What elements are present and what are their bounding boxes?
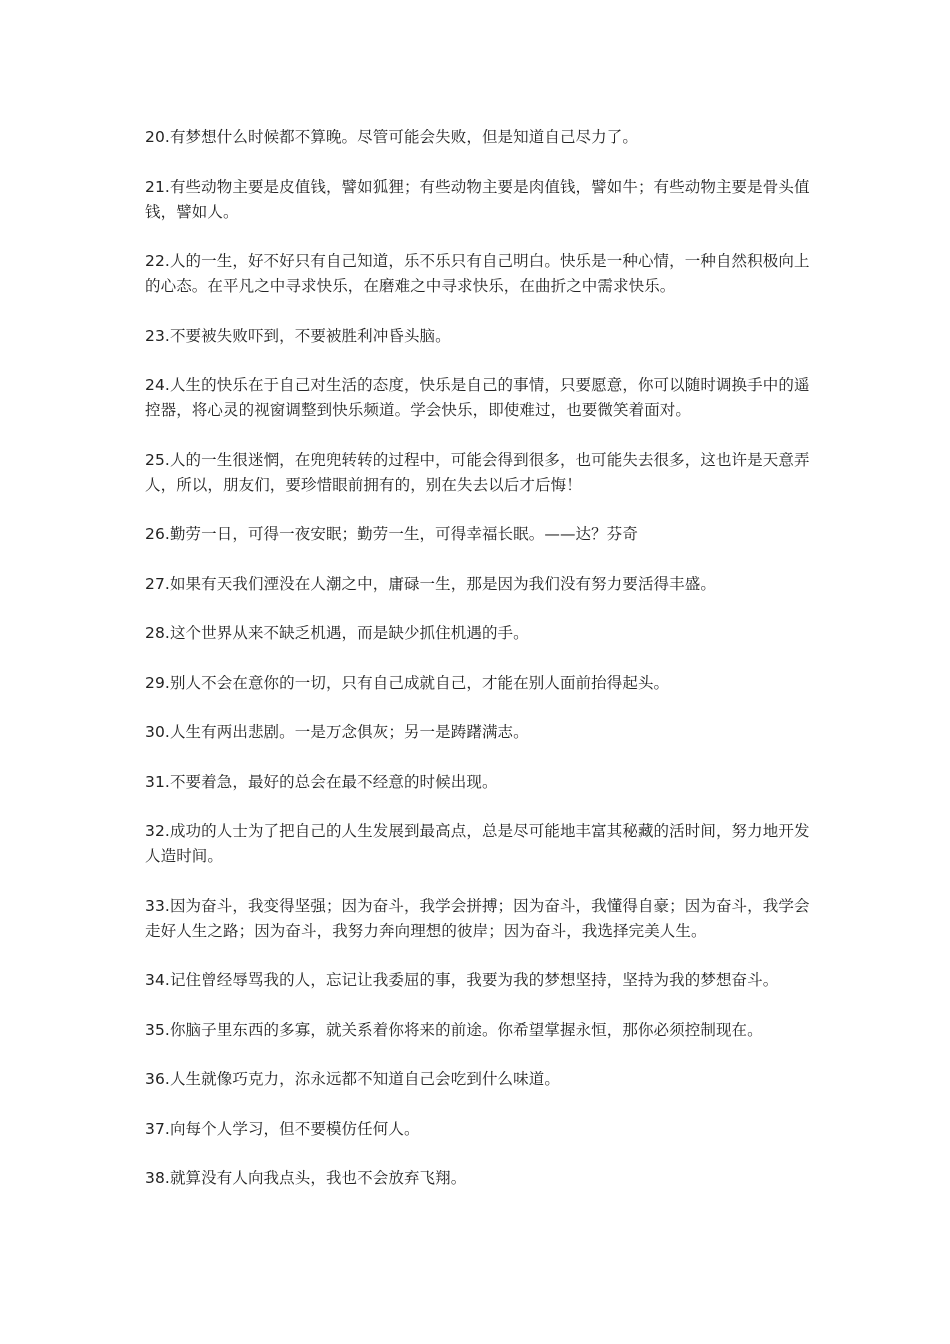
paragraph-29: 29.别人不会在意你的一切，只有自己成就自己，才能在别人面前抬得起头。 xyxy=(145,673,670,692)
paragraph-30: 30.人生有两出悲剧。一是万念俱灰；另一是踌躇满志。 xyxy=(145,723,529,741)
paragraph-31: 31.不要着急，最好的总会在最不经意的时候出现。 xyxy=(145,772,498,791)
paragraph-26: 26.勤劳一日，可得一夜安眠；勤劳一生，可得幸福长眠。——达？芬奇 xyxy=(145,525,638,543)
document-body xyxy=(145,125,825,1216)
paragraph-36: 36.人生就像巧克力，沵永远都不知道自己会吃到什么味道。 xyxy=(145,1070,560,1088)
paragraph-33: 33.因为奋斗，我变得坚强；因为奋斗，我学会拼搏；因为奋斗，我懂得自豪；因为奋斗，我学会走好人生之路；因为奋斗，我努力奔向理想的彼岸；因为奋斗，我选择完美人生。 xyxy=(145,896,810,940)
paragraph-20: 20.有梦想什么时候都不算晚。尽管可能会失败，但是知道自己尽力了。 xyxy=(145,128,638,146)
paragraph-27: 27.如果有天我们湮没在人潮之中，庸碌一生，那是因为我们没有努力要活得丰盛。 xyxy=(145,574,716,593)
paragraph-35: 35.你脑子里东西的多寡，就关系着你将来的前途。你希望掌握永恒，那你必须控制现在。 xyxy=(145,1020,763,1039)
paragraph-32: 32.成功的人士为了把自己的人生发展到最高点，总是尽可能地丰富其秘藏的活时间，努力地开发人造时间。 xyxy=(145,822,810,865)
paragraph-38: 38.就算没有人向我点头，我也不会放弃飞翔。 xyxy=(145,1169,467,1187)
paragraph-24: 24.人生的快乐在于自己对生活的态度，快乐是自己的事情，只要愿意，你可以随时调换手中的遥控器，将心灵的视窗调整到快乐频道。学会快乐，即使难过，也要微笑着面对。 xyxy=(145,376,810,419)
paragraph-22: 22.人的一生，好不好只有自己知道，乐不乐只有自己明白。快乐是一种心情，一种自然积极向上的心态。在平凡之中寻求快乐，在磨难之中寻求快乐，在曲折之中需求快乐。 xyxy=(145,252,810,295)
paragraph-23: 23.不要被失败吓到，不要被胜利冲昏头脑。 xyxy=(145,326,451,345)
paragraph-25: 25.人的一生很迷惘，在兜兜转转的过程中，可能会得到很多，也可能失去很多，这也许是天意弄人，所以，朋友们，要珍惜眼前拥有的，别在失去以后才后悔！ xyxy=(145,450,810,494)
paragraph-34: 34.记住曾经辱骂我的人，忘记让我委屈的事，我要为我的梦想坚持，坚持为我的梦想奋斗。 xyxy=(145,971,779,989)
paragraph-28: 28.这个世界从来不缺乏机遇，而是缺少抓住机遇的手。 xyxy=(145,624,529,642)
paragraph-37: 37.向每个人学习，但不要模仿任何人。 xyxy=(145,1119,420,1138)
paragraph-21: 21.有些动物主要是皮值钱，譬如狐狸；有些动物主要是肉值钱，譬如牛；有些动物主要是骨头值钱，譬如人。 xyxy=(145,177,810,221)
